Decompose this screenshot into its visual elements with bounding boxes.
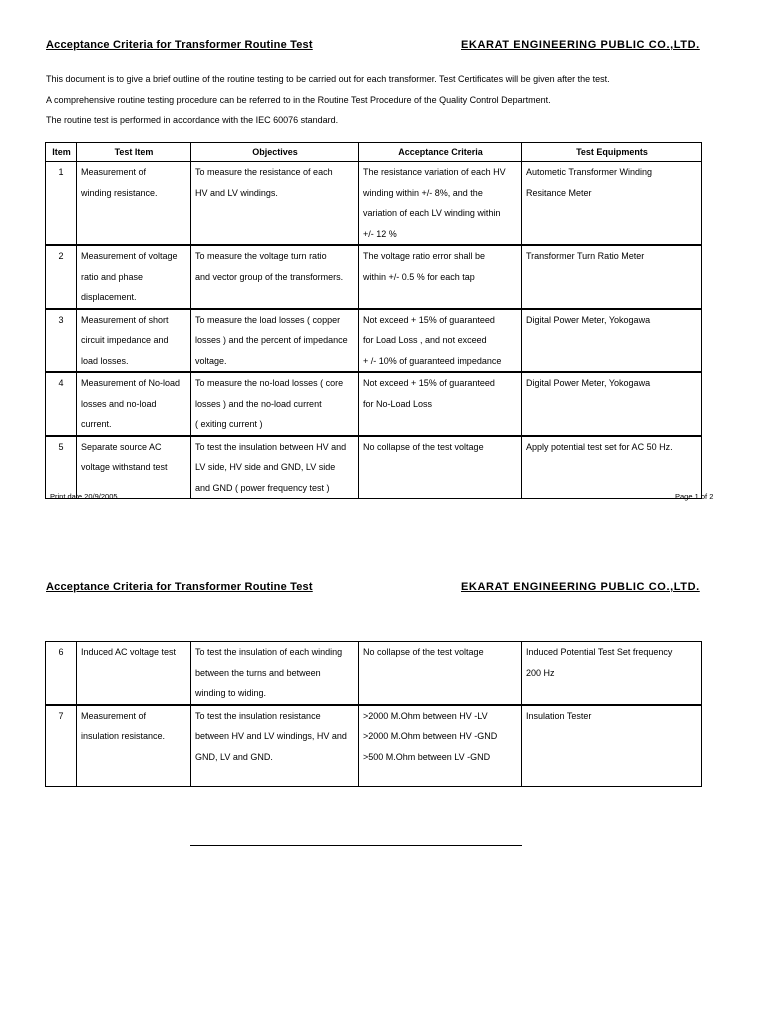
cell-line: Insulation Tester [526, 710, 592, 721]
column-header-test-item: Test Item [77, 143, 191, 162]
print-date: Print date 20/9/2005 [50, 492, 118, 501]
cell-line: Digital Power Meter, Yokogawa [526, 378, 651, 388]
cell-line: variation of each LV winding within [363, 208, 501, 218]
intro-paragraph-1: This document is to give a brief outline of the routine testing to be carried out for each transformer. Test Certificates will be given after the test. [46, 74, 610, 84]
equipment-cell [522, 372, 702, 436]
cell-line: losses ) and the no-load current [195, 398, 322, 409]
cell-line: voltage. [195, 355, 227, 366]
equipment-cell [522, 436, 702, 499]
equipment-cell [522, 245, 702, 309]
cell-line: and GND ( power frequency test ) [195, 482, 330, 493]
criteria-table [45, 142, 702, 499]
company-name: EKARAT ENGINEERING PUBLIC CO.,LTD. [461, 39, 700, 51]
cell-line: Induced AC voltage test [81, 647, 177, 657]
item-number-cell: 2 [46, 245, 77, 309]
page-title: Acceptance Criteria for Transformer Routine Test [46, 39, 313, 51]
cell-line: +/- 12 % [363, 228, 397, 239]
cell-line: To test the insulation of each winding [195, 647, 343, 657]
cell-line: >2000 M.Ohm between HV -LV [363, 710, 488, 721]
criteria-table-continued [45, 641, 702, 787]
objectives-cell [191, 309, 359, 373]
page-2-company-name: EKARAT ENGINEERING PUBLIC CO.,LTD. [461, 581, 700, 593]
cell-line: 200 Hz [526, 667, 555, 678]
cell-line: >2000 M.Ohm between HV -GND [363, 731, 498, 741]
equipment-cell [522, 162, 702, 246]
equipment-cell [522, 705, 702, 787]
cell-line: To measure the load losses ( copper [195, 314, 341, 325]
cell-line: for Load Loss , and not exceed [363, 335, 487, 345]
table-body [46, 162, 702, 499]
objectives-cell [191, 642, 359, 705]
test-item-cell [77, 642, 191, 705]
cell-line: voltage withstand test [81, 462, 168, 472]
cell-line: To measure the resistance of each [195, 167, 333, 177]
cell-line: displacement. [81, 292, 137, 302]
cell-line: ( exiting current ) [195, 419, 263, 429]
cell-line: winding resistance. [81, 187, 158, 198]
cell-line: Measurement of [81, 167, 147, 177]
test-item-cell [77, 436, 191, 499]
page-2-title: Acceptance Criteria for Transformer Routine Test [46, 581, 313, 593]
table-row [46, 705, 702, 787]
cell-line: Measurement of [81, 710, 147, 721]
criteria-cell [359, 705, 522, 787]
cell-line: between HV and LV windings, HV and [195, 731, 347, 741]
cell-line: winding to widing. [195, 688, 267, 698]
cell-line: To test the insulation resistance [195, 710, 321, 721]
item-number-cell: 4 [46, 372, 77, 436]
cell-line: Not exceed + 15% of guaranteed [363, 378, 495, 388]
cell-line: Digital Power Meter, Yokogawa [526, 314, 651, 325]
test-item-cell [77, 372, 191, 436]
cell-line: Induced Potential Test Set frequency [526, 647, 673, 657]
test-item-cell [77, 309, 191, 373]
cell-line: Transformer Turn Ratio Meter [526, 251, 645, 261]
objectives-cell [191, 436, 359, 499]
table-row [46, 372, 702, 436]
table-row [46, 309, 702, 373]
table-header-row [46, 143, 702, 162]
cell-line: Apply potential test set for AC 50 Hz. [526, 441, 673, 452]
intro-paragraph-3: The routine test is performed in accordance with the IEC 60076 standard. [46, 115, 339, 125]
table-row [46, 245, 702, 309]
cell-line: LV side, HV side and GND, LV side [195, 462, 336, 472]
cell-line: load losses. [81, 355, 129, 366]
item-number-cell: 5 [46, 436, 77, 499]
equipment-cell [522, 642, 702, 705]
intro-paragraph-2: A comprehensive routine testing procedure can be referred to in the Routine Test Procedure of the Quality Control Department. [46, 95, 551, 105]
cell-line: Not exceed + 15% of guaranteed [363, 314, 495, 325]
objectives-cell [191, 372, 359, 436]
criteria-cell [359, 436, 522, 499]
table-row [46, 162, 702, 246]
criteria-cell [359, 245, 522, 309]
cell-line: within +/- 0.5 % for each tap [363, 271, 475, 282]
cell-line: losses ) and the percent of impedance [195, 335, 348, 345]
cell-line: Autometic Transformer Winding [526, 167, 653, 177]
cell-line: insulation resistance. [81, 731, 166, 741]
cell-line: No collapse of the test voltage [363, 647, 484, 657]
cell-line: ratio and phase [81, 271, 144, 282]
equipment-cell [522, 309, 702, 373]
cell-line: Separate source AC [81, 441, 162, 452]
cell-line: current. [81, 419, 112, 429]
cell-line: The voltage ratio error shall be [363, 251, 486, 261]
test-item-cell [77, 245, 191, 309]
cell-line: GND, LV and GND. [195, 751, 273, 762]
cell-line: To measure the voltage turn ratio [195, 251, 327, 261]
column-header-test-equipments: Test Equipments [522, 143, 702, 162]
criteria-cell [359, 309, 522, 373]
column-header-objectives: Objectives [191, 143, 359, 162]
criteria-cell [359, 642, 522, 705]
objectives-cell [191, 245, 359, 309]
cell-line: HV and LV windings. [195, 187, 278, 198]
cell-line: losses and no-load [81, 398, 157, 409]
cell-line: >500 M.Ohm between LV -GND [363, 751, 491, 762]
cell-line: circuit impedance and [81, 335, 169, 345]
table-body-continued [46, 642, 702, 787]
cell-line: The resistance variation of each HV [363, 167, 506, 177]
item-number-cell: 1 [46, 162, 77, 246]
test-item-cell [77, 705, 191, 787]
test-item-cell [77, 162, 191, 246]
cell-line: and vector group of the transformers. [195, 271, 344, 282]
cell-line: + /- 10% of guaranteed impedance [363, 355, 502, 366]
objectives-cell [191, 705, 359, 787]
table-row [46, 642, 702, 705]
cell-line: To measure the no-load losses ( core [195, 378, 344, 388]
column-header-item: Item [46, 143, 77, 162]
table-row [46, 436, 702, 499]
column-header-acceptance-criteria: Acceptance Criteria [359, 143, 522, 162]
signature-line [190, 845, 522, 846]
cell-line: for No-Load Loss [363, 398, 433, 409]
cell-line: To test the insulation between HV and [195, 441, 347, 452]
cell-line: between the turns and between [195, 667, 321, 678]
cell-line: Measurement of No-load [81, 378, 181, 388]
cell-line: Measurement of short [81, 314, 169, 325]
objectives-cell [191, 162, 359, 246]
criteria-cell [359, 372, 522, 436]
cell-line: Resitance Meter [526, 187, 592, 198]
item-number-cell: 6 [46, 642, 77, 705]
cell-line: No collapse of the test voltage [363, 441, 484, 452]
item-number-cell: 3 [46, 309, 77, 373]
criteria-cell [359, 162, 522, 246]
page-number: Page 1 of 2 [675, 492, 714, 501]
item-number-cell: 7 [46, 705, 77, 787]
cell-line: Measurement of voltage [81, 251, 178, 261]
cell-line: winding within +/- 8%, and the [363, 187, 483, 198]
